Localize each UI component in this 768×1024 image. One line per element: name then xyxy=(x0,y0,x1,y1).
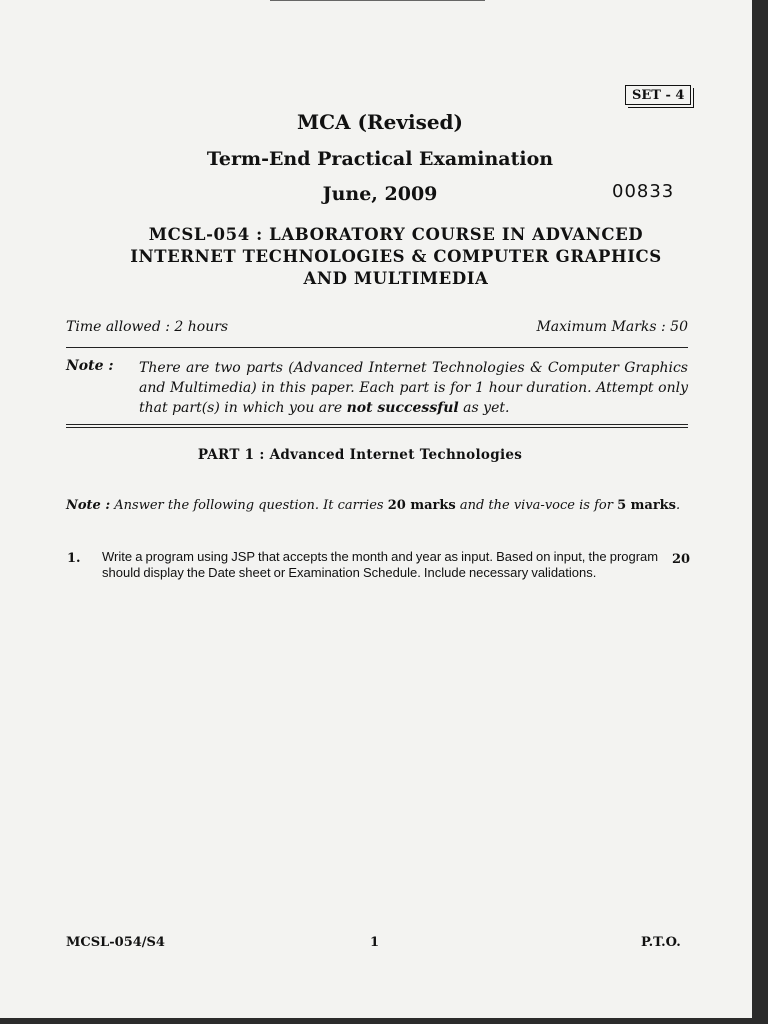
course-title-line-1: MCSL-054 : LABORATORY COURSE IN ADVANCED xyxy=(148,225,644,244)
note-text-body: There are two parts (Advanced Internet Technologies & Computer Graphics and Multimedia) in this paper. Each part is for 1 hour duration. Attempt only that part(s) in which you are xyxy=(139,360,688,416)
note-text xyxy=(139,358,688,418)
part-1-instruction xyxy=(66,498,680,513)
program-title: MCA (Revised) xyxy=(297,110,463,134)
instruction-text-b: and the viva-voce is for xyxy=(455,498,618,513)
note-bottom-rule-2 xyxy=(66,427,688,428)
instruction-label: Note : xyxy=(66,498,111,513)
course-title xyxy=(110,224,682,290)
maximum-marks: Maximum Marks : 50 xyxy=(536,319,688,335)
note-emphasis: not successful xyxy=(346,400,459,416)
paper-serial-number: 00833 xyxy=(612,181,675,202)
instruction-marks: 20 marks xyxy=(387,498,456,513)
part-1-heading: PART 1 : Advanced Internet Technologies xyxy=(197,447,523,463)
question-marks: 20 xyxy=(672,552,691,567)
footer-page-number: 1 xyxy=(370,935,380,950)
footer-pto: P.T.O. xyxy=(641,935,681,950)
note-label: Note : xyxy=(66,358,114,374)
course-title-line-2: INTERNET TECHNOLOGIES & COMPUTER GRAPHICS xyxy=(130,247,662,266)
course-title-line-3: AND MULTIMEDIA xyxy=(303,269,489,288)
question-text: Write a program using JSP that accepts the month and year as input. Based on input, the program should display the Date sheet or Examination Schedule. Include necessary validations. xyxy=(102,549,659,580)
exam-session: June, 2009 xyxy=(322,183,438,205)
note-bottom-rule-1 xyxy=(66,424,688,425)
time-allowed: Time allowed : 2 hours xyxy=(66,319,229,335)
exam-title: Term-End Practical Examination xyxy=(206,148,554,170)
instruction-viva-marks: 5 marks xyxy=(617,498,676,513)
question-number: 1. xyxy=(67,551,81,566)
footer-paper-code: MCSL-054/S4 xyxy=(66,935,165,950)
top-divider xyxy=(270,0,485,1)
instruction-text-a: Answer the following question. It carries xyxy=(110,498,388,513)
note-text-end: as yet. xyxy=(458,400,510,416)
set-badge: SET - 4 xyxy=(625,85,691,105)
instruction-text-end: . xyxy=(676,498,681,513)
note-top-rule xyxy=(66,347,688,348)
